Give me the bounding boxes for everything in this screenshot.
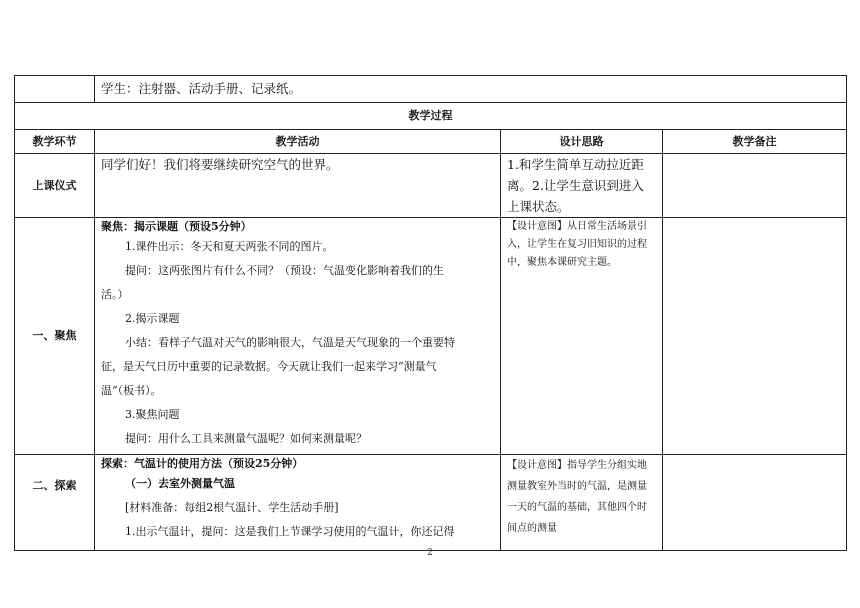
section-title-row [15, 103, 847, 130]
explore-activity-cell [95, 455, 501, 551]
explore-line: 1.出示气温计，提问：这是我们上节课学习使用的气温计，你还记得 [125, 525, 455, 538]
focus-line: 活。） [101, 288, 129, 301]
materials-cell [95, 76, 847, 103]
focus-notes [663, 218, 847, 455]
header-notes: 教学备注 [663, 130, 847, 154]
explore-subheading: （一）去室外测量气温 [125, 477, 235, 490]
focus-line: 2.揭示课题 [125, 312, 180, 325]
focus-line: 提问：用什么工具来测量气温呢？如何来测量呢？ [125, 432, 367, 445]
focus-stage: 一、聚焦 [15, 218, 95, 455]
explore-heading: 探索：气温计的使用方法（预设25分钟） [101, 457, 304, 470]
opening-stage: 上课仪式 [15, 154, 95, 218]
focus-line: 小结：看样子气温对天气的影响很大，气温是天气现象的一个重要特 [125, 336, 455, 349]
focus-activity-cell [95, 218, 501, 455]
materials-stage-cell [15, 76, 95, 103]
opening-notes [663, 154, 847, 218]
focus-line: 征，是天气日历中重要的记录数据。今天就让我们一起来学习“测量气 [101, 360, 437, 373]
page-number: 2 [427, 548, 433, 558]
focus-rationale: 【设计意图】从日常生活场景引入，让学生在复习旧知识的过程中，聚焦本课研究主题。 [507, 221, 647, 268]
focus-line: 3.聚焦问题 [125, 408, 180, 421]
header-row [15, 130, 847, 154]
focus-line: 1.课件出示：冬天和夏天两张不同的图片。 [125, 240, 334, 253]
opening-rationale-cell [501, 154, 663, 218]
opening-activity-cell [95, 154, 501, 218]
header-activity: 教学活动 [95, 130, 501, 154]
focus-line: 提问：这两张图片有什么不同？（预设：气温变化影响着我们的生 [125, 264, 444, 277]
explore-stage: 二、探索 [15, 455, 95, 551]
explore-notes [663, 455, 847, 551]
opening-row [15, 154, 847, 218]
materials-row [15, 76, 847, 103]
materials-text: 学生：注射器、活动手册、记录纸。 [101, 81, 302, 96]
lesson-plan-table [14, 75, 847, 551]
header-rationale: 设计思路 [501, 130, 663, 154]
explore-rationale: 【设计意图】指导学生分组实地测量教室外当时的气温，是测量一天的气温的基础，其他四个时间点的测量 [507, 460, 647, 534]
focus-rationale-cell [501, 218, 663, 455]
explore-line: [材料准备：每组2根气温计、学生活动手册] [125, 501, 339, 514]
header-stage: 教学环节 [15, 130, 95, 154]
focus-line: 温”（板书）。 [101, 384, 162, 397]
explore-rationale-cell [501, 455, 663, 551]
opening-activity: 同学们好！我们将要继续研究空气的世界。 [101, 157, 339, 172]
section-title: 教学过程 [15, 103, 847, 130]
focus-heading: 聚焦：揭示课题（预设5分钟） [101, 220, 252, 233]
focus-row [15, 218, 847, 455]
opening-rationale: 1.和学生简单互动拉近距离。2.让学生意识到进入上课状态。 [507, 157, 644, 214]
explore-row [15, 455, 847, 551]
